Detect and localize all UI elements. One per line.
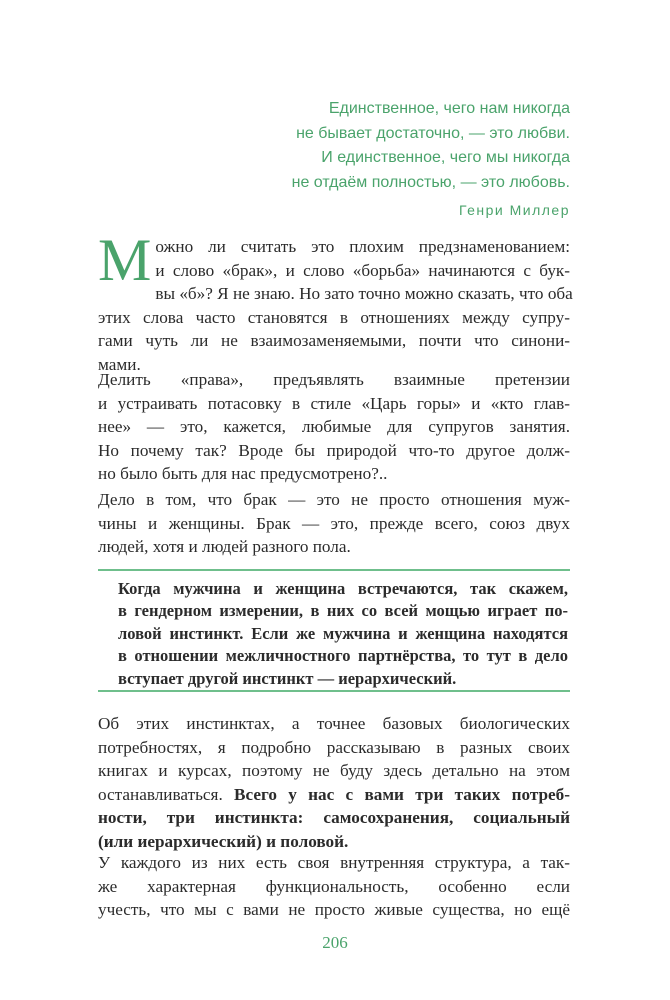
paragraph-rights [98,368,570,486]
paragraph-line: этих слова часто становятся в отношениях между супру- [98,307,570,327]
epigraph-line: Единственное, чего нам никогда [328,100,570,117]
paragraph-line: учесть, что мы с вами не просто живые существа, но ещё [98,900,570,919]
epigraph-line: И единственное, чего мы никогда [321,149,570,166]
drop-cap-letter: М [98,227,152,293]
paragraph-instincts [98,712,570,853]
paragraph-structure [98,851,570,922]
paragraph-line: Делить «права», предъявлять взаимные претензии [98,370,570,389]
bold-text: Всего у нас с вами три таких потреб- [234,784,570,804]
paragraph-opening [98,227,573,376]
paragraph-line: Но почему так? Вроде бы природой что-то другое долж- [98,440,570,460]
paragraph-line-bold: (или иерархический) и половой. [98,831,349,851]
paragraph-line: и устраивать потасовку в стиле «Царь горы» и «кто глав- [98,393,570,413]
paragraph-line: потребностях, я подробно рассказываю в разных своих [98,737,570,757]
paragraph-line: У каждого из них есть своя внутренняя структура, а так- [98,853,570,872]
paragraph-line: книгах и курсах, поэтому не буду здесь детально на этом [98,761,570,780]
paragraph-line: и слово «брак», и слово «борьба» начинаются с бук- [155,260,570,280]
paragraph-line: вы «б»? Я не знаю. Но зато точно можно сказать, что оба [155,284,573,303]
paragraph-line: гами чуть ли не взаимозаменяемыми, почти что синони- [98,331,570,350]
paragraph-line: Об этих инстинктах, а точнее базовых биологических [98,714,570,733]
page-number: 206 [322,933,348,952]
paragraph-line: ожно ли считать это плохим предзнаменованием: [155,237,570,256]
paragraph-line: нее» — это, кажется, любимые для супругов занятия. [98,417,570,436]
paragraph-line: Дело в том, что брак — это не просто отношения муж- [98,490,570,509]
paragraph-line-bold: ности, три инстинкта: самосохранения, социальный [98,808,570,827]
plain-text: останавливаться. [98,784,235,804]
epigraph-author: Генри Миллер [458,202,570,218]
paragraph-line: людей, хотя и людей разного пола. [98,537,351,556]
callout-top-divider [98,569,570,571]
callout-line: в гендерном измерении, в них со всей мощью играет по- [118,601,568,621]
callout-line: Когда мужчина и женщина встречаются, так скажем, [118,579,568,598]
paragraph-line: чины и женщины. Брак — это, прежде всего, союз двух [98,513,570,533]
callout-line: вступает другой инстинкт — иерархический. [118,668,457,688]
epigraph-line: не бывает достаточно, — это любви. [296,124,570,142]
callout-bottom-divider [98,690,570,692]
paragraph-line: же характерная функциональность, особенно если [98,876,570,896]
epigraph-line: не отдаём полностью, — это любовь. [291,173,570,191]
paragraph-line: но было быть для нас предусмотрено?.. [98,464,388,483]
epigraph-quote [240,97,570,195]
callout-highlight [118,578,568,690]
paragraph-line-mixed [98,783,570,807]
callout-line: ловой инстинкт. Если же мужчина и женщина находятся [118,623,568,643]
paragraph-line: мами. [98,354,141,374]
paragraph-marriage [98,488,570,559]
callout-line: в отношении межличностного партнёрства, то тут в дело [118,646,568,666]
